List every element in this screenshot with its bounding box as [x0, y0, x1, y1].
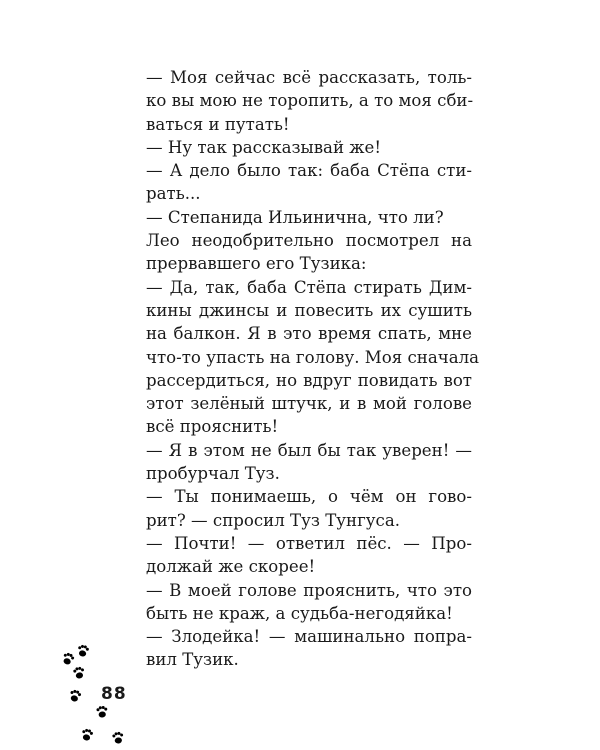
text-line: рассердиться, но вдруг повидать вот — [146, 370, 472, 390]
text-line: рит? — спросил Туз Тунгуса. — [146, 510, 401, 530]
text-line: на балкон. Я в это время спать, мне — [146, 324, 472, 344]
text-line: — В моей голове прояснить, что это — [146, 580, 472, 600]
paw-print-icon — [77, 644, 90, 657]
text-line: — А дело было так: баба Стёпа сти- — [146, 161, 472, 181]
text-line: Лео неодобрительно посмотрел на — [146, 231, 472, 251]
paw-print-icon — [68, 689, 81, 703]
paw-print-icon — [73, 666, 86, 679]
page-number: 88 — [101, 684, 127, 704]
text-line: что-то упасть на голову. Моя сначала — [146, 347, 480, 367]
text-line: — Почти! — ответил пёс. — Про- — [146, 533, 472, 553]
text-line: пробурчал Туз. — [146, 464, 280, 484]
text-line: — Ты понимаешь, о чём он гово- — [146, 487, 472, 507]
text-line: рать... — [146, 184, 201, 204]
paw-print-icon — [96, 706, 108, 718]
text-line: должай же скорее! — [146, 557, 316, 577]
text-line: — Степанида Ильинична, что ли? — [146, 207, 444, 227]
text-line: ко вы мою не торопить, а то моя сби- — [146, 91, 474, 111]
paw-print-icon — [112, 731, 124, 744]
text-line: этот зелёный штучк, и в мой голове — [146, 394, 472, 414]
text-line: кины джинсы и повесить их сушить — [146, 300, 472, 320]
text-line: — Да, так, баба Стёпа стирать Дим- — [146, 277, 472, 297]
text-line: — Я в этом не был бы так уверен! — — [146, 440, 472, 460]
text-line: вил Тузик. — [146, 650, 239, 670]
text-line: всё прояснить! — [146, 417, 279, 437]
text-line: — Моя сейчас всё рассказать, толь- — [146, 68, 472, 87]
paw-print-icon — [81, 728, 94, 741]
text-line: быть не краж, а судьба-негодяйка! — [146, 603, 453, 623]
text-line: — Злодейка! — машинально попра- — [146, 627, 472, 647]
paw-print-icon — [61, 652, 75, 666]
text-line: — Ну так рассказывай же! — [146, 137, 382, 157]
text-line: прервавшего его Тузика: — [146, 254, 367, 274]
text-line: ваться и путать! — [146, 114, 290, 134]
page-text — [146, 66, 480, 672]
